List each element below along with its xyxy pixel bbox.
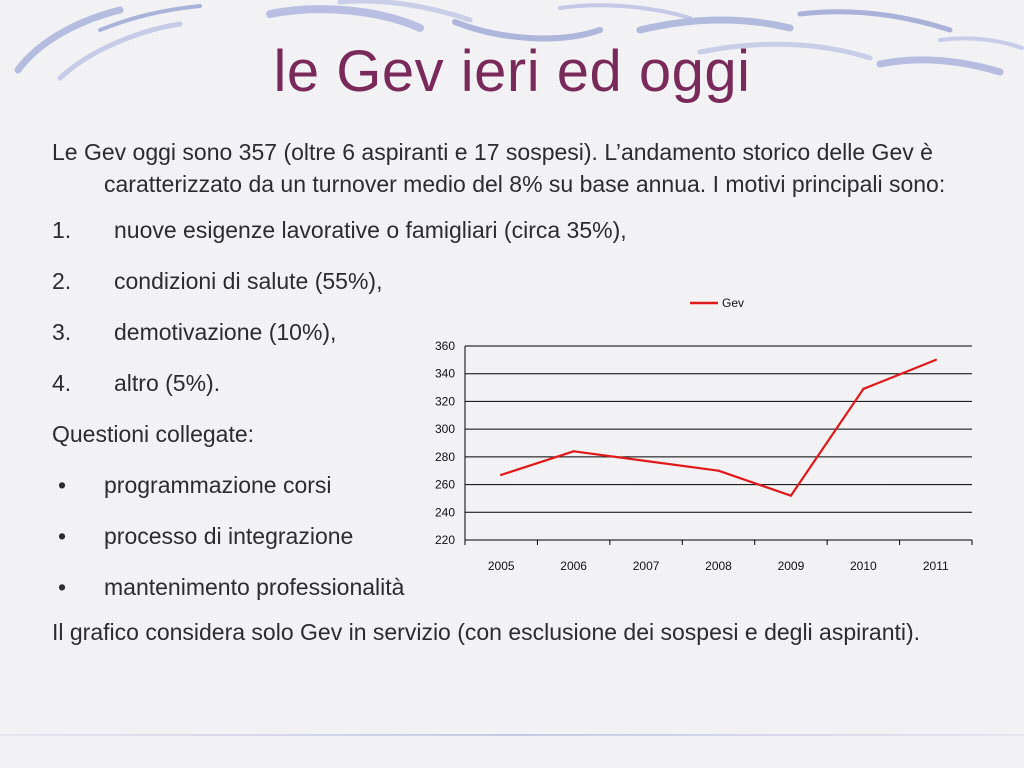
slide-title: le Gev ieri ed oggi xyxy=(273,39,751,104)
y-tick-label: 340 xyxy=(434,366,455,381)
reason-text: demotivazione (10%), xyxy=(114,319,337,345)
list-number: 4. xyxy=(52,370,72,396)
x-tick-label: 2009 xyxy=(777,559,805,573)
x-tick-label: 2011 xyxy=(922,559,949,573)
bullet-icon: • xyxy=(58,574,67,600)
question-text: mantenimento professionalità xyxy=(104,574,405,600)
series-line-gev xyxy=(501,360,936,496)
reason-text: condizioni di salute (55%), xyxy=(114,268,383,294)
data-point xyxy=(790,494,792,496)
x-tick-label: 2010 xyxy=(850,559,877,573)
intro-paragraph: Le Gev oggi sono 357 (oltre 6 aspiranti e 17 sospesi). L’andamento storico delle Gev è caratterizzato da un turnover medio del 8% su base annua. I motivi principali sono: xyxy=(52,139,946,197)
data-point xyxy=(717,470,719,472)
bullet-icon: • xyxy=(58,523,67,549)
footnote-paragraph: Il grafico considera solo Gev in servizio (con esclusione dei sospesi e degli aspiranti). xyxy=(52,619,921,645)
gev-line-chart xyxy=(410,290,990,590)
x-tick-label: 2005 xyxy=(487,559,515,573)
y-tick-label: 260 xyxy=(434,477,455,492)
legend-label: Gev xyxy=(722,296,745,310)
x-tick-label: 2007 xyxy=(632,559,660,573)
data-point xyxy=(935,359,937,361)
reason-text: altro (5%). xyxy=(114,370,221,396)
data-point xyxy=(572,450,574,452)
x-tick-label: 2008 xyxy=(705,559,732,573)
y-tick-label: 240 xyxy=(434,505,455,520)
y-tick-label: 300 xyxy=(434,422,455,437)
reason-text: nuove esigenze lavorative o famigliari (circa 35%), xyxy=(114,217,627,243)
question-text: processo di integrazione xyxy=(104,523,354,549)
data-point xyxy=(500,474,502,476)
x-tick-label: 2006 xyxy=(560,559,587,573)
list-number: 3. xyxy=(52,319,72,345)
y-tick-label: 320 xyxy=(434,394,455,409)
list-number: 2. xyxy=(52,268,72,294)
bullet-icon: • xyxy=(58,472,67,498)
data-point xyxy=(645,460,647,462)
y-tick-label: 220 xyxy=(434,533,455,547)
y-tick-label: 280 xyxy=(434,449,455,464)
y-tick-label: 360 xyxy=(434,339,455,353)
questions-heading-text: Questioni collegate: xyxy=(52,421,255,447)
footer-divider xyxy=(0,734,1024,736)
question-text: programmazione corsi xyxy=(104,472,332,498)
data-point xyxy=(862,388,864,390)
list-number: 1. xyxy=(52,217,72,243)
reason-item xyxy=(52,214,952,246)
